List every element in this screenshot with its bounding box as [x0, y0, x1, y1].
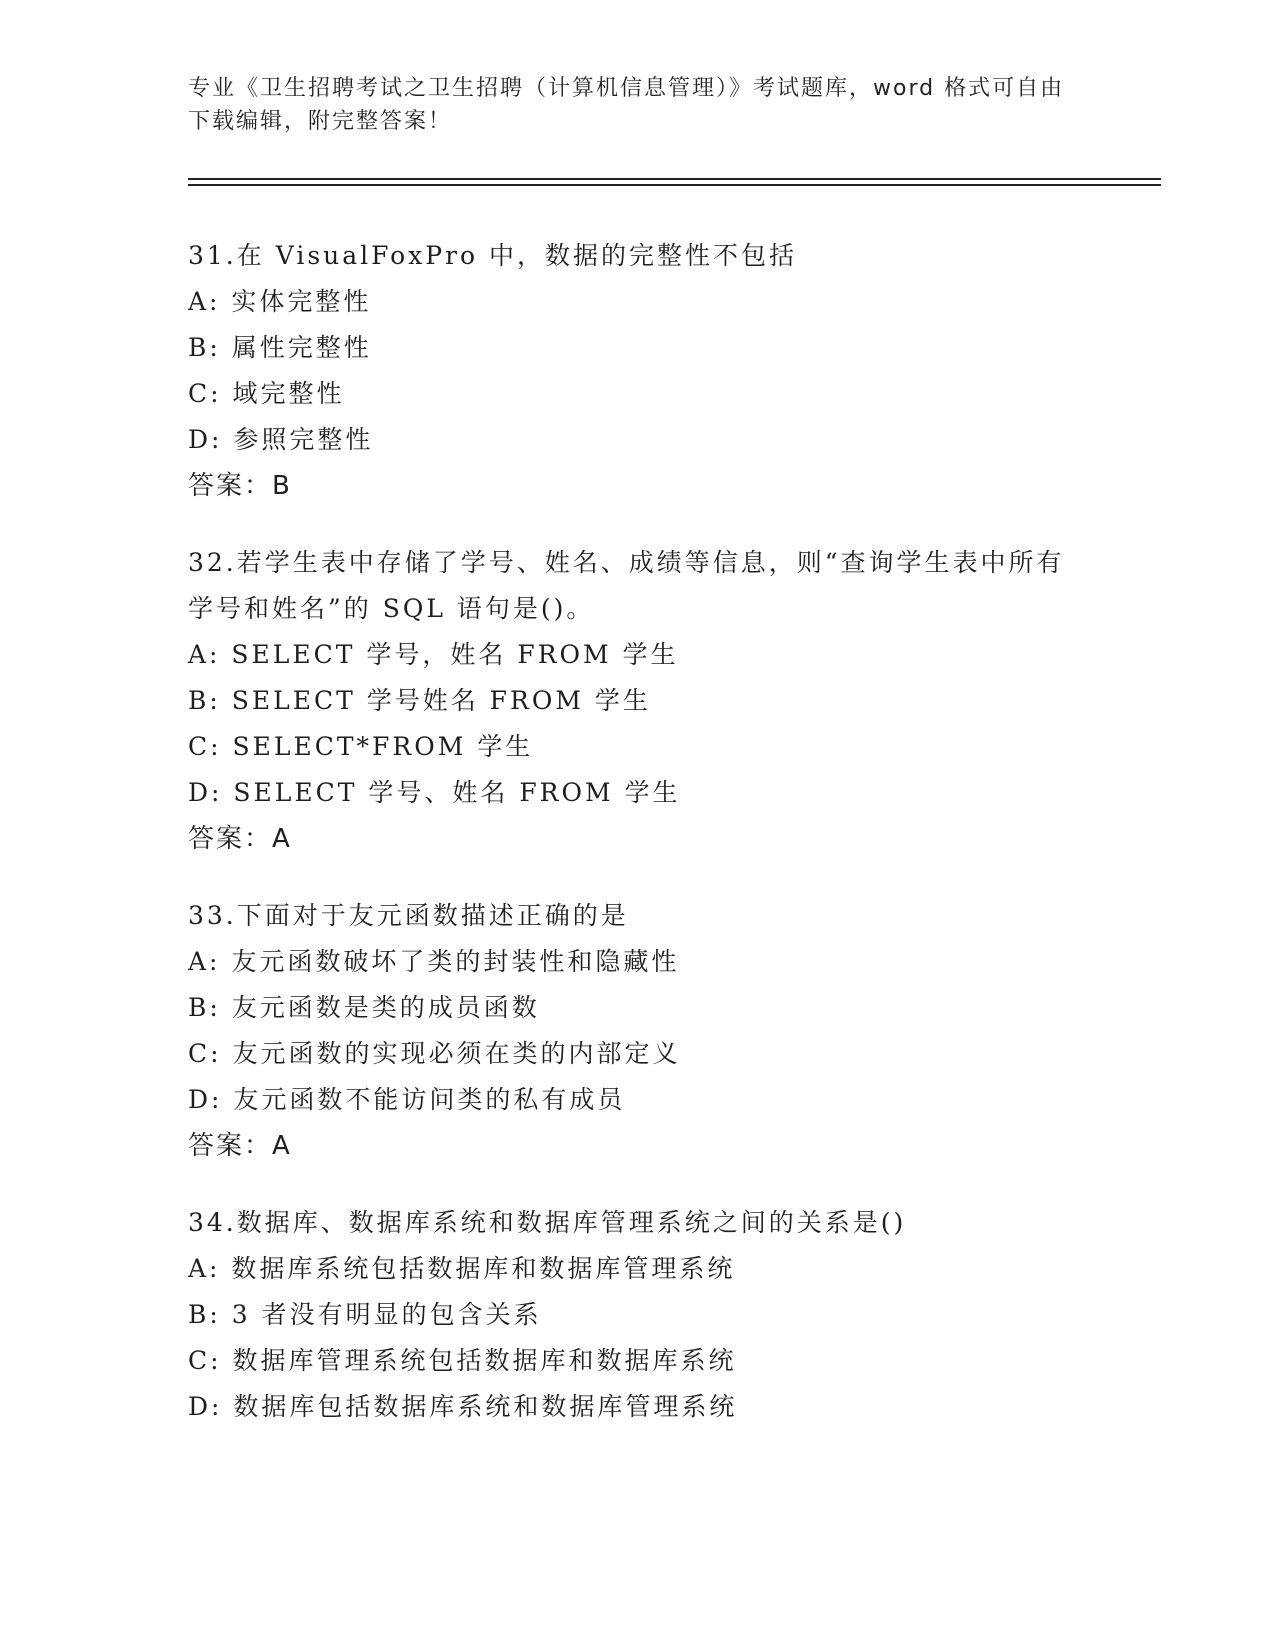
question-32: [188, 540, 1148, 862]
answer-label: 答案：A: [188, 1131, 292, 1161]
question-31: [188, 233, 1148, 509]
option-d: D: 数据库包括数据库系统和数据库管理系统: [188, 1392, 738, 1421]
answer-label: 答案：A: [188, 824, 292, 854]
option-b: B: SELECT 学号姓名 FROM 学生: [188, 686, 651, 715]
option-d: D: 参照完整性: [188, 425, 374, 454]
option-b: B: 属性完整性: [188, 333, 372, 362]
option-c: C: 域完整性: [188, 379, 345, 408]
question-title: 31.在 VisualFoxPro 中，数据的完整性不包括: [188, 241, 798, 270]
header-rule-bottom: [188, 184, 1161, 186]
option-c: C: 友元函数的实现必须在类的内部定义: [188, 1039, 681, 1068]
option-d: D: 友元函数不能访问类的私有成员: [188, 1085, 626, 1114]
question-title: 34.数据库、数据库系统和数据库管理系统之间的关系是(): [188, 1208, 907, 1237]
option-c: C: SELECT*FROM 学生: [188, 732, 534, 761]
answer-label: 答案：B: [188, 471, 292, 501]
option-b: B: 友元函数是类的成员函数: [188, 993, 540, 1022]
option-a: A: 友元函数破坏了类的封装性和隐藏性: [188, 947, 680, 976]
question-title: 32.若学生表中存储了学号、姓名、成绩等信息，则“查询学生表中所有学号和姓名”的 SQL 语句是()。: [188, 548, 1065, 623]
option-a: A: 数据库系统包括数据库和数据库管理系统: [188, 1254, 736, 1283]
question-33: [188, 893, 1148, 1169]
option-b: B: 3 者没有明显的包含关系: [188, 1300, 542, 1329]
option-c: C: 数据库管理系统包括数据库和数据库系统: [188, 1346, 737, 1375]
document-header: [188, 72, 1068, 138]
question-34: [188, 1200, 1148, 1430]
question-title: 33.下面对于友元函数描述正确的是: [188, 901, 629, 930]
option-a: A: SELECT 学号，姓名 FROM 学生: [188, 640, 679, 669]
header-rule-top: [188, 178, 1161, 180]
question-list: [188, 233, 1148, 1461]
option-a: A: 实体完整性: [188, 287, 372, 316]
option-d: D: SELECT 学号、姓名 FROM 学生: [188, 778, 681, 807]
header-text: 专业《卫生招聘考试之卫生招聘（计算机信息管理）》考试题库，word 格式可自由下载编辑，附完整答案！: [188, 76, 1065, 134]
